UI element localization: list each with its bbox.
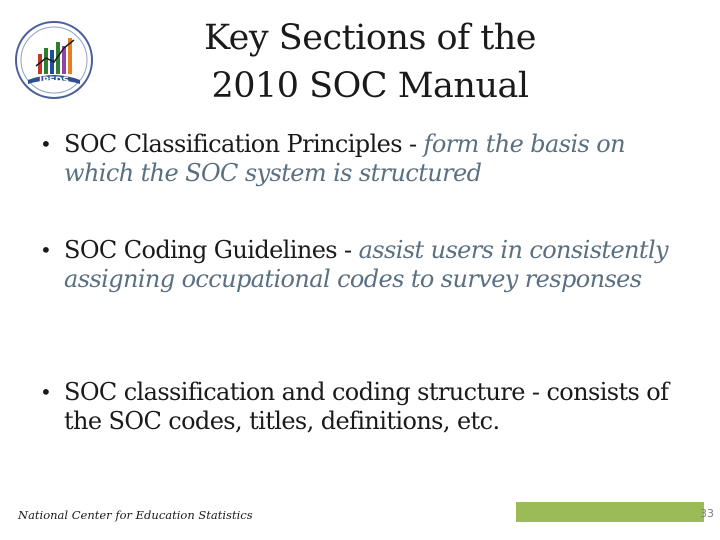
page-number: 33 <box>700 507 714 520</box>
bullet-dot: • <box>40 132 52 156</box>
bullet-description: form the basis on which the SOC system is structured <box>64 130 625 187</box>
bullet-lead: SOC classification and coding structure - <box>64 378 540 406</box>
title-line-1: Key Sections of the <box>203 18 537 58</box>
title-line-2: 2010 SOC Manual <box>211 66 529 106</box>
bullet-dot: • <box>40 380 52 404</box>
bullet-item <box>40 130 690 188</box>
bullet-dot: • <box>40 238 52 262</box>
bullet-description: consists of the SOC codes, titles, definitions, etc. <box>64 378 669 435</box>
bullet-item <box>40 236 690 294</box>
bullet-lead: SOC Coding Guidelines - <box>64 236 352 264</box>
bullet-item <box>40 378 690 436</box>
footer-bar <box>516 502 704 522</box>
page-title <box>140 14 600 110</box>
footer-text: National Center for Education Statistics <box>18 508 253 522</box>
bullet-lead: SOC Classification Principles - <box>64 130 417 158</box>
bullet-description: assist users in consistently assigning occupational codes to survey responses <box>64 236 668 293</box>
logo-text: IPEDS <box>38 76 70 86</box>
ipeds-logo <box>14 20 94 100</box>
